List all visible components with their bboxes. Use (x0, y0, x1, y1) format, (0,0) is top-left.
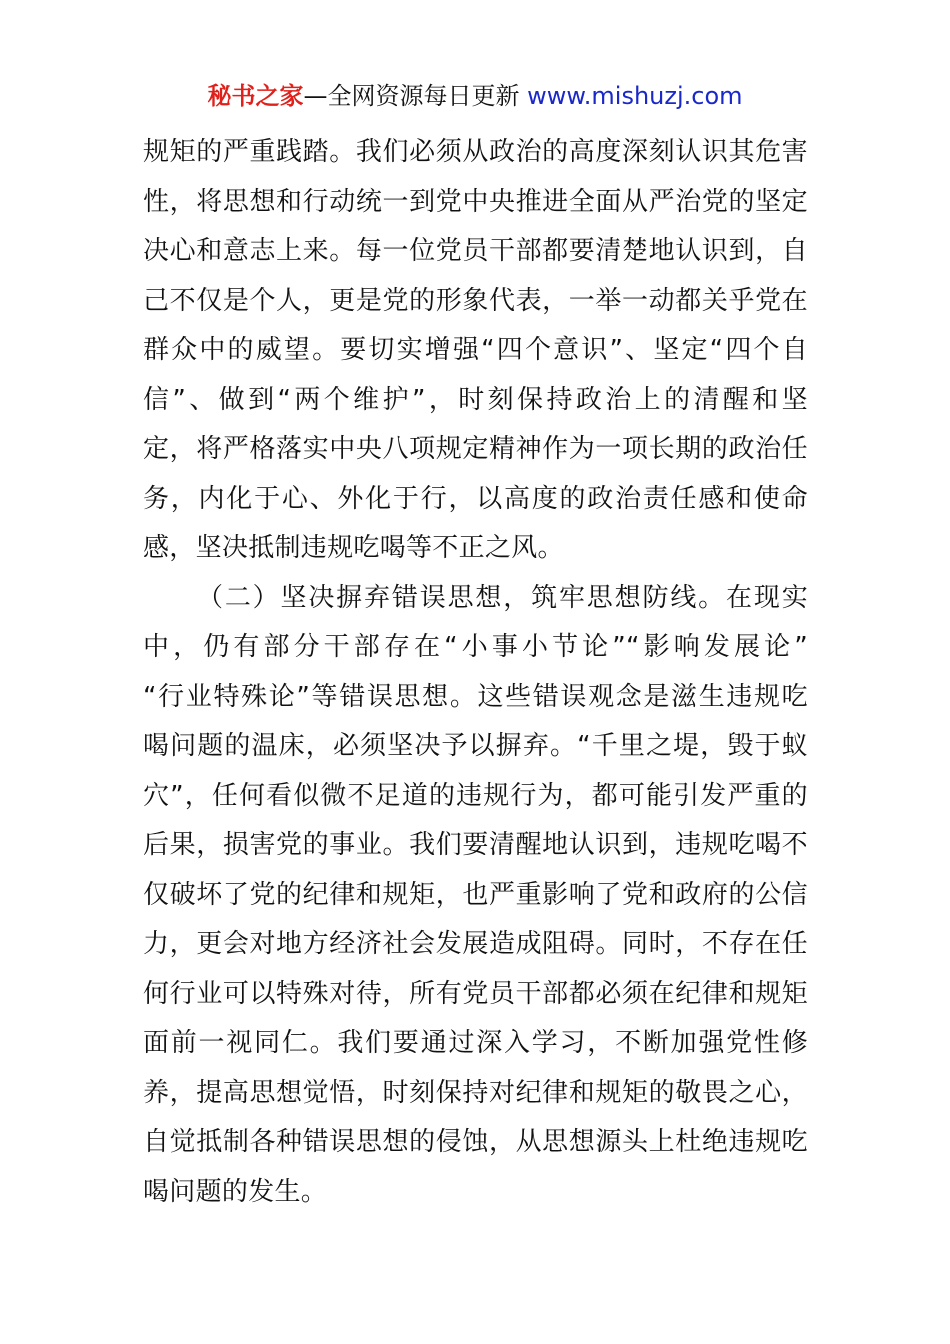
text-line: 性，将思想和行动统一到党中央推进全面从严治党的坚定 (143, 186, 808, 217)
text-line: 何行业可以特殊对待，所有党员干部都必须在纪律和规矩 (143, 978, 808, 1009)
text-line: 面前一视同仁。我们要通过深入学习，不断加强党性修 (143, 1028, 808, 1058)
header-brand: 秘书之家 (207, 82, 304, 110)
section-heading-line: （二）坚决摒弃错误思想，筑牢思想防线。在现实 (197, 582, 808, 613)
text-line: 养，提高思想觉悟，时刻保持对纪律和规矩的敬畏之心， (143, 1077, 808, 1108)
text-line: 群众中的威望。要切实增强“四个意识”、坚定“四个自 (143, 335, 808, 365)
text-line: 自觉抵制各种错误思想的侵蚀，从思想源头上杜绝违规吃 (143, 1127, 808, 1157)
page-header (0, 80, 950, 112)
header-site-link[interactable]: www.mishuzj.com (527, 82, 743, 110)
text-line: 仅破坏了党的纪律和规矩，也严重影响了党和政府的公信 (143, 879, 808, 910)
text-line: 后果，损害党的事业。我们要清醒地认识到，违规吃喝不 (143, 830, 808, 860)
text-line: 定，将严格落实中央八项规定精神作为一项长期的政治任 (143, 434, 808, 464)
text-line: 信”、做到“两个维护”，时刻保持政治上的清醒和坚 (143, 384, 808, 415)
text-line: 力，更会对地方经济社会发展造成阻碍。同时，不存在任 (143, 929, 808, 959)
document-body (143, 128, 808, 1217)
header-tagline: —全网资源每日更新 (303, 82, 528, 110)
paragraph-end-line: 喝问题的发生。 (143, 1176, 328, 1207)
text-line: 喝问题的温床，必须坚决予以摒弃。“千里之堤，毁于蚁 (143, 731, 808, 761)
text-line: “行业特殊论”等错误思想。这些错误观念是滋生违规吃 (143, 681, 808, 712)
text-line: 规矩的严重践踏。我们必须从政治的高度深刻认识其危害 (143, 137, 808, 167)
text-line: 决心和意志上来。每一位党员干部都要清楚地认识到，自 (143, 236, 808, 266)
text-line: 务，内化于心、外化于行，以高度的政治责任感和使命 (143, 483, 808, 514)
text-line: 中，仍有部分干部存在“小事小节论”“影响发展论” (143, 632, 808, 662)
text-line: 己不仅是个人，更是党的形象代表，一举一动都关乎党在 (143, 285, 808, 316)
text-line: 穴”，任何看似微不足道的违规行为，都可能引发严重的 (143, 780, 808, 811)
paragraph-end-line: 感，坚决抵制违规吃喝等不正之风。 (143, 533, 564, 563)
